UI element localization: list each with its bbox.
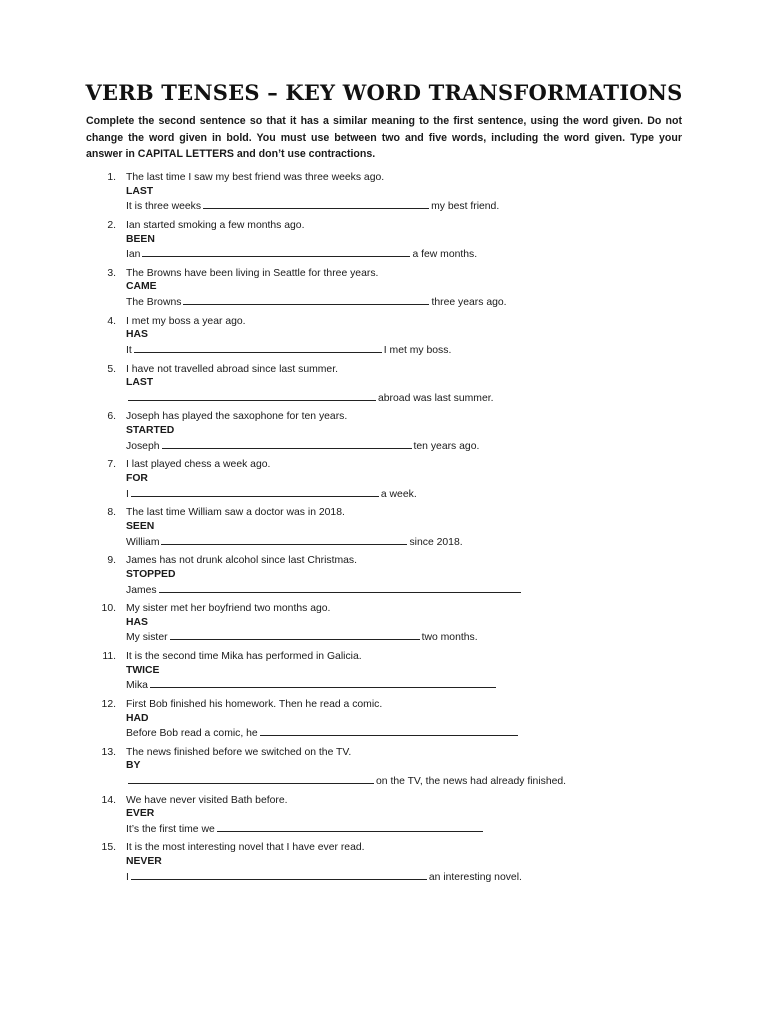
answer-blank[interactable] bbox=[159, 582, 521, 593]
exercise-item bbox=[0, 506, 768, 554]
item-body bbox=[126, 650, 686, 693]
transformation-line bbox=[126, 294, 686, 310]
answer-blank[interactable] bbox=[134, 342, 382, 353]
sentence-start: I bbox=[126, 871, 129, 883]
exercise-item bbox=[0, 794, 768, 842]
transformation-line bbox=[126, 390, 686, 406]
sentence-end: my best friend. bbox=[431, 201, 500, 213]
answer-blank[interactable] bbox=[162, 438, 412, 449]
transformation-line bbox=[126, 534, 686, 550]
sentence-end: abroad was last summer. bbox=[378, 392, 494, 404]
item-number: 11. bbox=[102, 650, 116, 662]
sentence-start: My sister bbox=[126, 632, 168, 644]
sentence-end: a week. bbox=[380, 488, 417, 500]
item-number: 14. bbox=[101, 794, 116, 806]
original-sentence: First Bob finished his homework. Then he read a comic. bbox=[126, 698, 383, 710]
item-number: 8. bbox=[107, 507, 116, 519]
answer-blank[interactable] bbox=[161, 534, 407, 545]
exercise-item bbox=[0, 602, 768, 650]
original-sentence: The last time William saw a doctor was in 2018. bbox=[126, 507, 345, 519]
original-sentence: The news finished before we switched on the TV. bbox=[126, 746, 352, 758]
sentence-end: two months. bbox=[421, 632, 478, 644]
original-sentence: We have never visited Bath before. bbox=[126, 794, 288, 806]
answer-blank[interactable] bbox=[183, 294, 429, 305]
answer-blank[interactable] bbox=[131, 486, 379, 497]
transformation-line bbox=[126, 773, 686, 789]
sentence-end: ten years ago. bbox=[413, 440, 480, 452]
key-word: FOR bbox=[126, 473, 148, 485]
exercise-item bbox=[0, 841, 768, 889]
sentence-start: James bbox=[126, 584, 157, 596]
original-sentence: Ian started smoking a few months ago. bbox=[126, 219, 305, 231]
exercise-item bbox=[0, 554, 768, 602]
key-word: EVER bbox=[126, 808, 155, 820]
key-word: CAME bbox=[126, 281, 157, 293]
item-number: 15. bbox=[101, 842, 116, 854]
exercise-item bbox=[0, 746, 768, 794]
transformation-line bbox=[126, 438, 686, 454]
sentence-start: William bbox=[126, 536, 160, 548]
sentence-start: The Browns bbox=[126, 297, 182, 309]
key-word: LAST bbox=[126, 377, 154, 389]
item-number: 3. bbox=[107, 267, 116, 279]
item-number: 12. bbox=[101, 698, 116, 710]
transformation-line bbox=[126, 486, 686, 502]
item-body bbox=[126, 458, 686, 501]
answer-blank[interactable] bbox=[128, 773, 374, 784]
item-number: 1. bbox=[107, 172, 116, 183]
worksheet-title: VERB TENSES – KEY WORD TRANSFORMATIONS bbox=[85, 80, 683, 105]
exercise-item bbox=[0, 410, 768, 458]
key-word: SEEN bbox=[126, 520, 155, 532]
answer-blank[interactable] bbox=[142, 246, 410, 257]
key-word: STOPPED bbox=[126, 568, 176, 580]
key-word: TWICE bbox=[126, 664, 160, 676]
item-body bbox=[126, 698, 686, 741]
exercise-item bbox=[0, 458, 768, 506]
instructions: Complete the second sentence so that it has a similar meaning to the first sentence, using the word given. Do not change the word given in bold. You must use between two and five words, including the word given. Type your answer in CAPITAL LETTERS and don’t use contractions. bbox=[86, 115, 682, 160]
item-number: 2. bbox=[107, 219, 116, 231]
original-sentence: I met my boss a year ago. bbox=[126, 315, 246, 327]
transformation-line bbox=[126, 582, 686, 598]
exercise-item bbox=[0, 219, 768, 267]
item-number: 9. bbox=[107, 555, 116, 567]
exercise-item bbox=[0, 363, 768, 411]
item-body bbox=[126, 554, 686, 597]
original-sentence: James has not drunk alcohol since last Christmas. bbox=[126, 555, 358, 567]
item-body bbox=[126, 363, 686, 406]
item-body bbox=[126, 746, 686, 789]
exercise-list bbox=[0, 171, 768, 889]
sentence-end: a few months. bbox=[412, 249, 478, 261]
key-word: NEVER bbox=[126, 856, 162, 868]
exercise-item bbox=[0, 650, 768, 698]
item-number: 4. bbox=[107, 315, 116, 327]
sentence-start: It’s the first time we bbox=[126, 823, 215, 835]
item-body bbox=[126, 410, 686, 453]
exercise-item bbox=[0, 267, 768, 315]
sentence-start: I bbox=[126, 488, 129, 500]
sentence-start: Joseph bbox=[126, 440, 160, 452]
transformation-line bbox=[126, 342, 686, 358]
key-word: STARTED bbox=[126, 425, 175, 437]
item-body bbox=[126, 841, 686, 884]
key-word: HAD bbox=[126, 712, 149, 724]
original-sentence: It is the second time Mika has performed in Galicia. bbox=[126, 650, 362, 662]
key-word: BY bbox=[126, 760, 141, 772]
transformation-line bbox=[126, 198, 686, 214]
transformation-line bbox=[126, 725, 686, 741]
item-body bbox=[126, 267, 686, 310]
original-sentence: It is the most interesting novel that I have ever read. bbox=[126, 842, 365, 854]
item-number: 5. bbox=[107, 363, 116, 375]
original-sentence: The last time I saw my best friend was three weeks ago. bbox=[126, 172, 385, 183]
transformation-line bbox=[126, 821, 686, 837]
answer-blank[interactable] bbox=[217, 821, 483, 832]
item-body bbox=[126, 219, 686, 262]
original-sentence: I last played chess a week ago. bbox=[126, 459, 271, 471]
item-body bbox=[126, 506, 686, 549]
key-word: HAS bbox=[126, 329, 148, 341]
answer-blank[interactable] bbox=[150, 677, 496, 688]
sentence-end: an interesting novel. bbox=[428, 871, 522, 883]
transformation-line bbox=[126, 629, 686, 645]
item-number: 6. bbox=[107, 411, 116, 423]
item-body bbox=[126, 315, 686, 358]
key-word: BEEN bbox=[126, 233, 155, 245]
answer-blank[interactable] bbox=[131, 869, 427, 880]
original-sentence: My sister met her boyfriend two months ago. bbox=[126, 603, 331, 615]
original-sentence: The Browns have been living in Seattle for three years. bbox=[126, 267, 379, 279]
sentence-end: three years ago. bbox=[431, 297, 507, 309]
sentence-end: on the TV, the news had already finished. bbox=[376, 776, 567, 788]
answer-blank[interactable] bbox=[128, 390, 376, 401]
sentence-start: Mika bbox=[126, 680, 148, 692]
sentence-start: Ian bbox=[126, 249, 141, 261]
exercise-item bbox=[0, 315, 768, 363]
transformation-line bbox=[126, 677, 686, 693]
item-number: 7. bbox=[107, 459, 116, 471]
sentence-start: Before Bob read a comic, he bbox=[126, 728, 258, 740]
key-word: HAS bbox=[126, 616, 148, 628]
sentence-start: It is three weeks bbox=[126, 201, 202, 213]
transformation-line bbox=[126, 246, 686, 262]
answer-blank[interactable] bbox=[260, 725, 518, 736]
sentence-start: It bbox=[126, 345, 132, 357]
exercise-item bbox=[0, 698, 768, 746]
original-sentence: I have not travelled abroad since last summer. bbox=[126, 363, 338, 375]
item-number: 10. bbox=[101, 603, 116, 615]
transformation-line bbox=[126, 869, 686, 885]
sentence-end: since 2018. bbox=[409, 536, 463, 548]
sentence-end: I met my boss. bbox=[383, 345, 452, 357]
exercise-item bbox=[0, 171, 768, 219]
answer-blank[interactable] bbox=[170, 629, 420, 640]
item-body bbox=[126, 794, 686, 837]
item-number: 13. bbox=[101, 746, 116, 758]
answer-blank[interactable] bbox=[203, 198, 429, 209]
item-body bbox=[126, 602, 686, 645]
item-body bbox=[126, 171, 686, 214]
original-sentence: Joseph has played the saxophone for ten years. bbox=[126, 411, 348, 423]
key-word: LAST bbox=[126, 185, 154, 197]
